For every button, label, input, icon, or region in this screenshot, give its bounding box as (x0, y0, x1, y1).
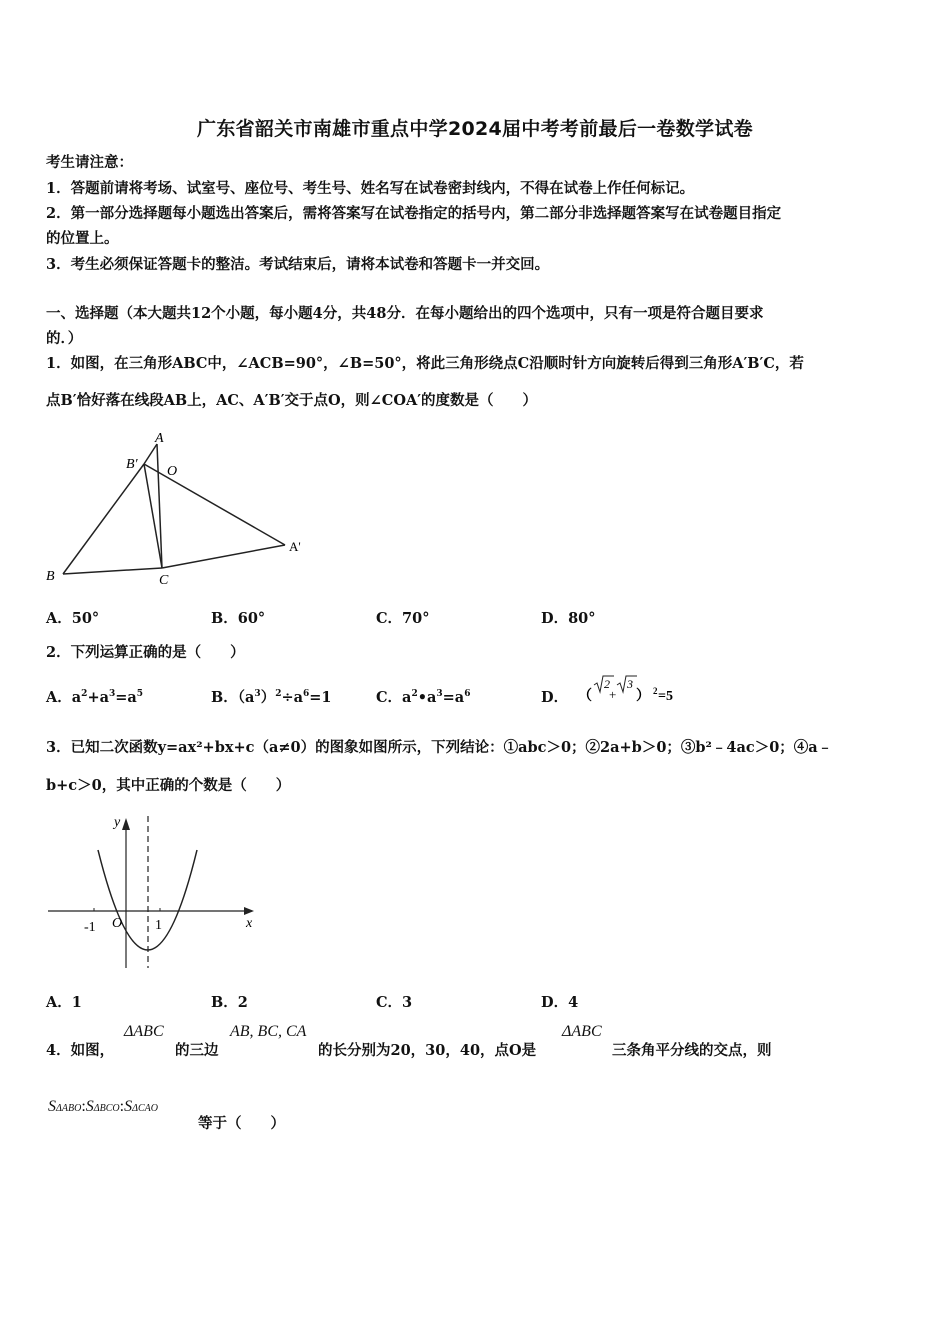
q1-option-d[interactable]: D．80° (541, 610, 596, 627)
q2-option-c[interactable]: C．$a^2•a^3=a^6$ (376, 689, 471, 706)
tick-label-1: 1 (155, 918, 162, 933)
label-b: B (46, 569, 55, 584)
q3-stem-cont: b+c＞0，其中正确的个数是（ ） (46, 777, 291, 794)
svg-text:2: 2 (604, 677, 610, 691)
q2-option-a[interactable]: A．$a^2+a^3=a^5$ (46, 689, 144, 706)
label-a: A (155, 431, 164, 446)
notice-heading: 考生请注意： (46, 154, 133, 171)
q4-stem-part1: 4．如图， (46, 1042, 115, 1059)
section-heading: 一、选择题（本大题共12个小题，每小题4分，共48分．在每小题给出的四个选项中，只有一项是符合题目要求 (46, 305, 764, 322)
notice-item-1: 1．答题前请将考场、试室号、座位号、考生号、姓名写在试卷密封线内，不得在试卷上作任何标记。 (46, 180, 695, 197)
svg-text:+: + (609, 687, 617, 702)
q2-option-d-expression (576, 672, 688, 706)
q4-triangle-abc-2: ΔABC (562, 1023, 602, 1040)
q3-option-b[interactable]: B．2 (211, 994, 248, 1011)
tick-label-neg1: -1 (84, 920, 96, 935)
q1-option-a[interactable]: A．50° (46, 610, 100, 627)
q3-option-d[interactable]: D．4 (541, 994, 579, 1011)
origin-label: O (112, 916, 123, 931)
q2-option-b[interactable]: B．$(a^3)^2\div a^6=1$ (211, 689, 332, 706)
q4-sides: AB, BC, CA (230, 1023, 307, 1040)
notice-item-2: 2．第一部分选择题每小题选出答案后，需将答案写在试卷指定的括号内，第二部分非选择题答案写在试卷题目指定 (46, 205, 782, 222)
q1-stem-cont: 点B′恰好落在线段AB上，AC、A′B′交于点O，则∠COA′的度数是（ ） (46, 392, 538, 409)
y-axis-label: y (114, 815, 121, 830)
q4-stem-part2: 的三边 (175, 1042, 219, 1059)
q4-stem-part3: 的长分别为20，30，40，点O是 (318, 1042, 537, 1059)
notice-item-2-cont: 的位置上。 (46, 230, 119, 247)
q1-option-c[interactable]: C．70° (376, 610, 430, 627)
svg-text:）: ） (636, 689, 650, 704)
svg-text:=5: =5 (658, 689, 673, 704)
segment-c-a-prime (162, 545, 285, 568)
y-axis-arrow-icon (122, 818, 130, 830)
notice-item-3: 3．考生必须保证答题卡的整洁。考试结束后，请将本试卷和答题卡一并交回。 (46, 256, 550, 273)
label-o: O (167, 464, 178, 479)
x-axis-arrow-icon (244, 907, 254, 915)
q1-triangle-figure (40, 425, 310, 590)
q2-stem: 2．下列运算正确的是（ ） (46, 644, 245, 661)
q3-stem: 3．已知二次函数y=ax²+bx+c（a≠0）的图象如图所示，下列结论：①abc＞0；②2a+b＞0；③b²﹣4ac＞0；④a﹣ (46, 739, 833, 756)
label-b-prime: B′ (126, 457, 138, 472)
section-heading-cont: 的．） (46, 330, 83, 347)
svg-text:3: 3 (627, 677, 633, 691)
q3-option-c[interactable]: C．3 (376, 994, 413, 1011)
q4-triangle-abc-1: ΔABC (124, 1023, 164, 1040)
svg-text:（: （ (578, 689, 592, 704)
x-axis-label: x (246, 916, 253, 931)
segment-bb-prime (63, 464, 144, 574)
q1-option-b[interactable]: B．60° (211, 610, 266, 627)
q4-stem-part5: 等于（ ） (198, 1115, 285, 1132)
segment-b-prime-a-prime (144, 464, 285, 545)
q3-parabola-graph (44, 810, 264, 975)
q4-area-ratio: SΔABO:SΔBCO:SΔCAO (48, 1098, 158, 1115)
label-c: C (159, 573, 169, 588)
exam-title: 广东省韶关市南雄市重点中学2024届中考考前最后一卷数学试卷 (197, 118, 753, 140)
svg-text:2: 2 (653, 686, 658, 696)
q4-stem-part4: 三条角平分线的交点，则 (612, 1042, 772, 1059)
label-a-prime: A' (289, 539, 301, 554)
q1-stem: 1．如图，在三角形ABC中，∠ACB=90°，∠B=50°，将此三角形绕点C沿顺时针方向旋转后得到三角形A′B′C，若 (46, 355, 804, 372)
q3-option-a[interactable]: A．1 (46, 994, 82, 1011)
q2-option-d[interactable]: D． (541, 689, 569, 706)
segment-b-prime-a (144, 444, 157, 464)
segment-bc (63, 568, 162, 574)
